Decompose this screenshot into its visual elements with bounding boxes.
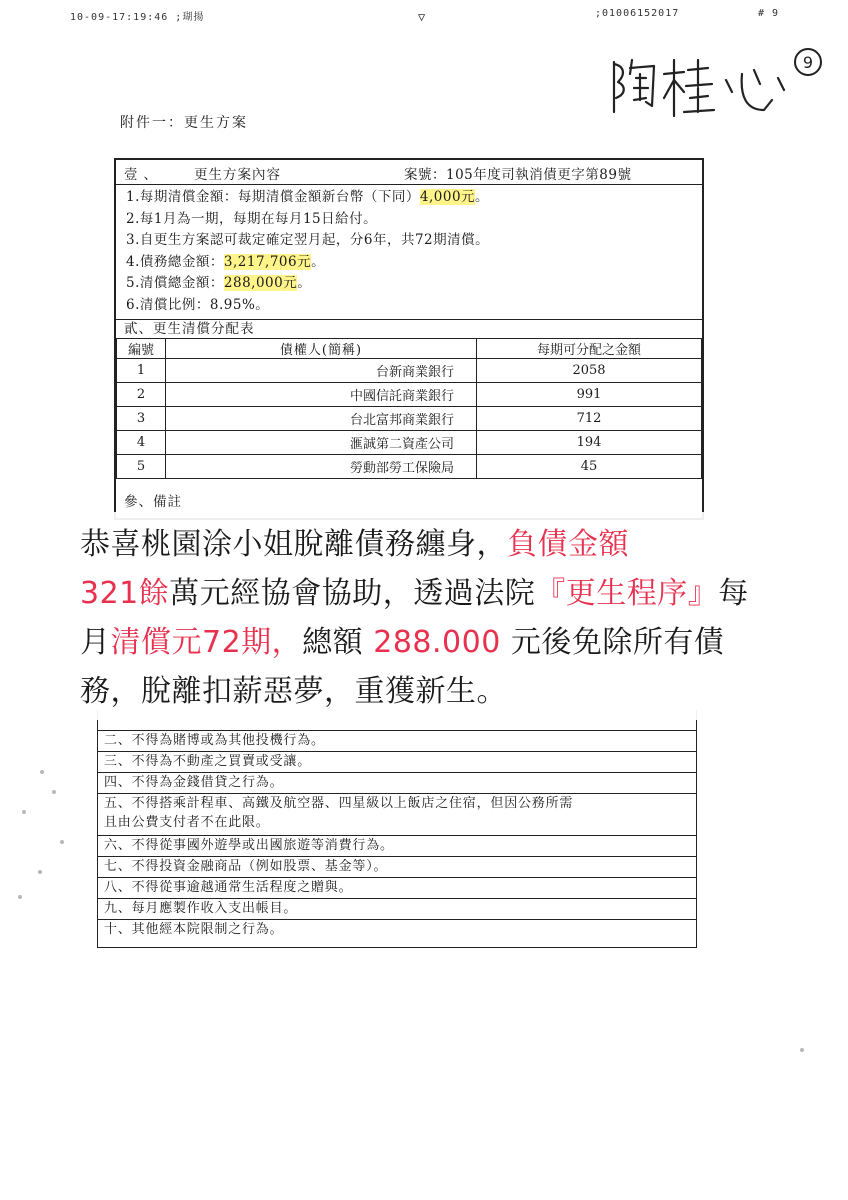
- plan-item-text: 2.每1月為一期，每期在每月15日給付。: [126, 210, 378, 227]
- column-header-amount: 每期可分配之金額: [477, 339, 702, 359]
- creditor-name: 台新商業銀行: [166, 359, 477, 383]
- announcement-part: 元後免除所有債務，脫離扣薪惡夢，重獲新生。: [80, 625, 725, 709]
- plan-item-highlight: 4,000元: [419, 189, 476, 205]
- restriction-item: 四、不得為金錢借貸之行為。: [98, 772, 696, 793]
- plan-item-text: 4.債務總金額：: [126, 253, 224, 270]
- creditor-amount: 2058: [477, 359, 702, 383]
- announcement-text: [80, 512, 770, 716]
- announcement-highlight: 321餘: [80, 576, 170, 611]
- plan-item: [126, 252, 489, 274]
- table-row: [117, 407, 702, 431]
- section-number: 壹、: [124, 167, 163, 183]
- column-header-creditor: 債權人(簡稱): [166, 339, 477, 359]
- distribution-table-title: 貳、更生清償分配表: [116, 319, 702, 338]
- fax-header-mark: ▽: [418, 10, 427, 24]
- plan-item: [126, 295, 489, 317]
- restriction-item: 八、不得從事逾越通常生活程度之贈與。: [98, 877, 696, 898]
- plan-item-highlight: 3,217,706元: [223, 253, 312, 270]
- announcement-highlight: 清償元72期，: [110, 625, 303, 660]
- announcement-part: 恭喜桃園涂小姐脫離債務纏身，: [80, 527, 507, 562]
- creditor-number: 1: [117, 359, 166, 383]
- scan-speck: [800, 1048, 804, 1052]
- table-row: [117, 455, 702, 479]
- table-row: [117, 359, 702, 383]
- creditor-name: 台北富邦商業銀行: [166, 407, 477, 431]
- creditor-amount: 194: [477, 431, 702, 455]
- creditor-amount: 991: [477, 383, 702, 407]
- restriction-item: 十、其他經本院限制之行為。: [98, 919, 696, 940]
- announcement-part: 總額: [302, 625, 364, 660]
- signature-text: 陶桂心: [600, 50, 603, 51]
- scan-speck: [38, 870, 42, 874]
- plan-items: [126, 187, 489, 317]
- plan-header-row: [116, 160, 702, 185]
- plan-item: [126, 273, 489, 295]
- restriction-item: 且由公費支付者不在此限。: [104, 815, 270, 830]
- restriction-item: 九、每月應製作收入支出帳目。: [98, 898, 696, 919]
- scan-speck: [40, 770, 44, 774]
- restriction-item: 七、不得投資金融商品（例如股票、基金等）。: [98, 856, 696, 877]
- column-header-number: 編號: [117, 339, 166, 359]
- scan-speck: [18, 895, 22, 899]
- plan-item: [126, 187, 489, 209]
- plan-item-text: 1.每期清償金額：每期清償金額新台幣（下同）: [126, 189, 420, 205]
- creditor-amount: 45: [477, 455, 702, 479]
- plan-item-text: 5.清償總金額：: [126, 275, 224, 292]
- table-row: [117, 431, 702, 455]
- creditor-name: 勞動部勞工保險局: [166, 455, 477, 479]
- creditor-number: 5: [117, 455, 166, 479]
- attachment-title: 附件一：更生方案: [120, 115, 248, 131]
- handwritten-signature: [600, 40, 840, 130]
- plan-item-suffix: 。: [297, 275, 312, 292]
- plan-item-suffix: 。: [311, 253, 326, 270]
- rehabilitation-plan-box: [114, 158, 704, 520]
- plan-item-highlight: 288,000元: [223, 275, 298, 292]
- announcement-part: 每月: [80, 576, 749, 660]
- creditor-amount: 712: [477, 407, 702, 431]
- remarks-title: 參、備註: [124, 494, 182, 510]
- scan-speck: [52, 790, 56, 794]
- restriction-item: 五、不得搭乘計程車、高鐵及航空器、四星級以上飯店之住宿，但因公務所需: [98, 793, 696, 814]
- announcement-highlight: 『更生程序』: [535, 576, 719, 611]
- restrictions-box: [97, 710, 697, 948]
- announcement-overlay: [80, 512, 770, 720]
- plan-item: [126, 209, 489, 231]
- creditor-number: 4: [117, 431, 166, 455]
- plan-item-suffix: 。: [475, 189, 490, 205]
- announcement-highlight: 288.000: [373, 625, 501, 660]
- scan-speck: [22, 810, 26, 814]
- creditor-number: 2: [117, 383, 166, 407]
- fax-header-page: # 9: [758, 8, 780, 19]
- restriction-item: 三、不得為不動產之買賣或受讓。: [98, 751, 696, 772]
- circled-number: 9: [802, 53, 814, 72]
- restriction-item: 二、不得為賭博或為其他投機行為。: [98, 730, 696, 751]
- creditor-name: 中國信託商業銀行: [166, 383, 477, 407]
- scan-speck: [60, 840, 64, 844]
- announcement-highlight: 負債金額: [507, 527, 629, 562]
- restriction-item: 六、不得從事國外遊學或出國旅遊等消費行為。: [98, 835, 696, 856]
- case-number: 案號：105年度司執消債更字第89號: [404, 167, 632, 183]
- distribution-table: [116, 338, 702, 479]
- table-header-row: [117, 339, 702, 359]
- creditor-number: 3: [117, 407, 166, 431]
- plan-item-text: 3.自更生方案認可裁定確定翌月起，分6年，共72期清償。: [126, 232, 490, 249]
- creditor-name: 滙誠第二資產公司: [166, 431, 477, 455]
- table-row: [117, 383, 702, 407]
- fax-header-timestamp: 10-09-17:19:46 ;瑚揚: [70, 12, 205, 23]
- plan-item: [126, 230, 489, 252]
- plan-item-text: 6.清償比例：8.95%。: [126, 296, 270, 313]
- fax-header-number: ;01006152017: [595, 8, 680, 19]
- announcement-part: 萬元經協會協助，透過法院: [169, 576, 536, 611]
- section-title: 更生方案內容: [194, 167, 281, 183]
